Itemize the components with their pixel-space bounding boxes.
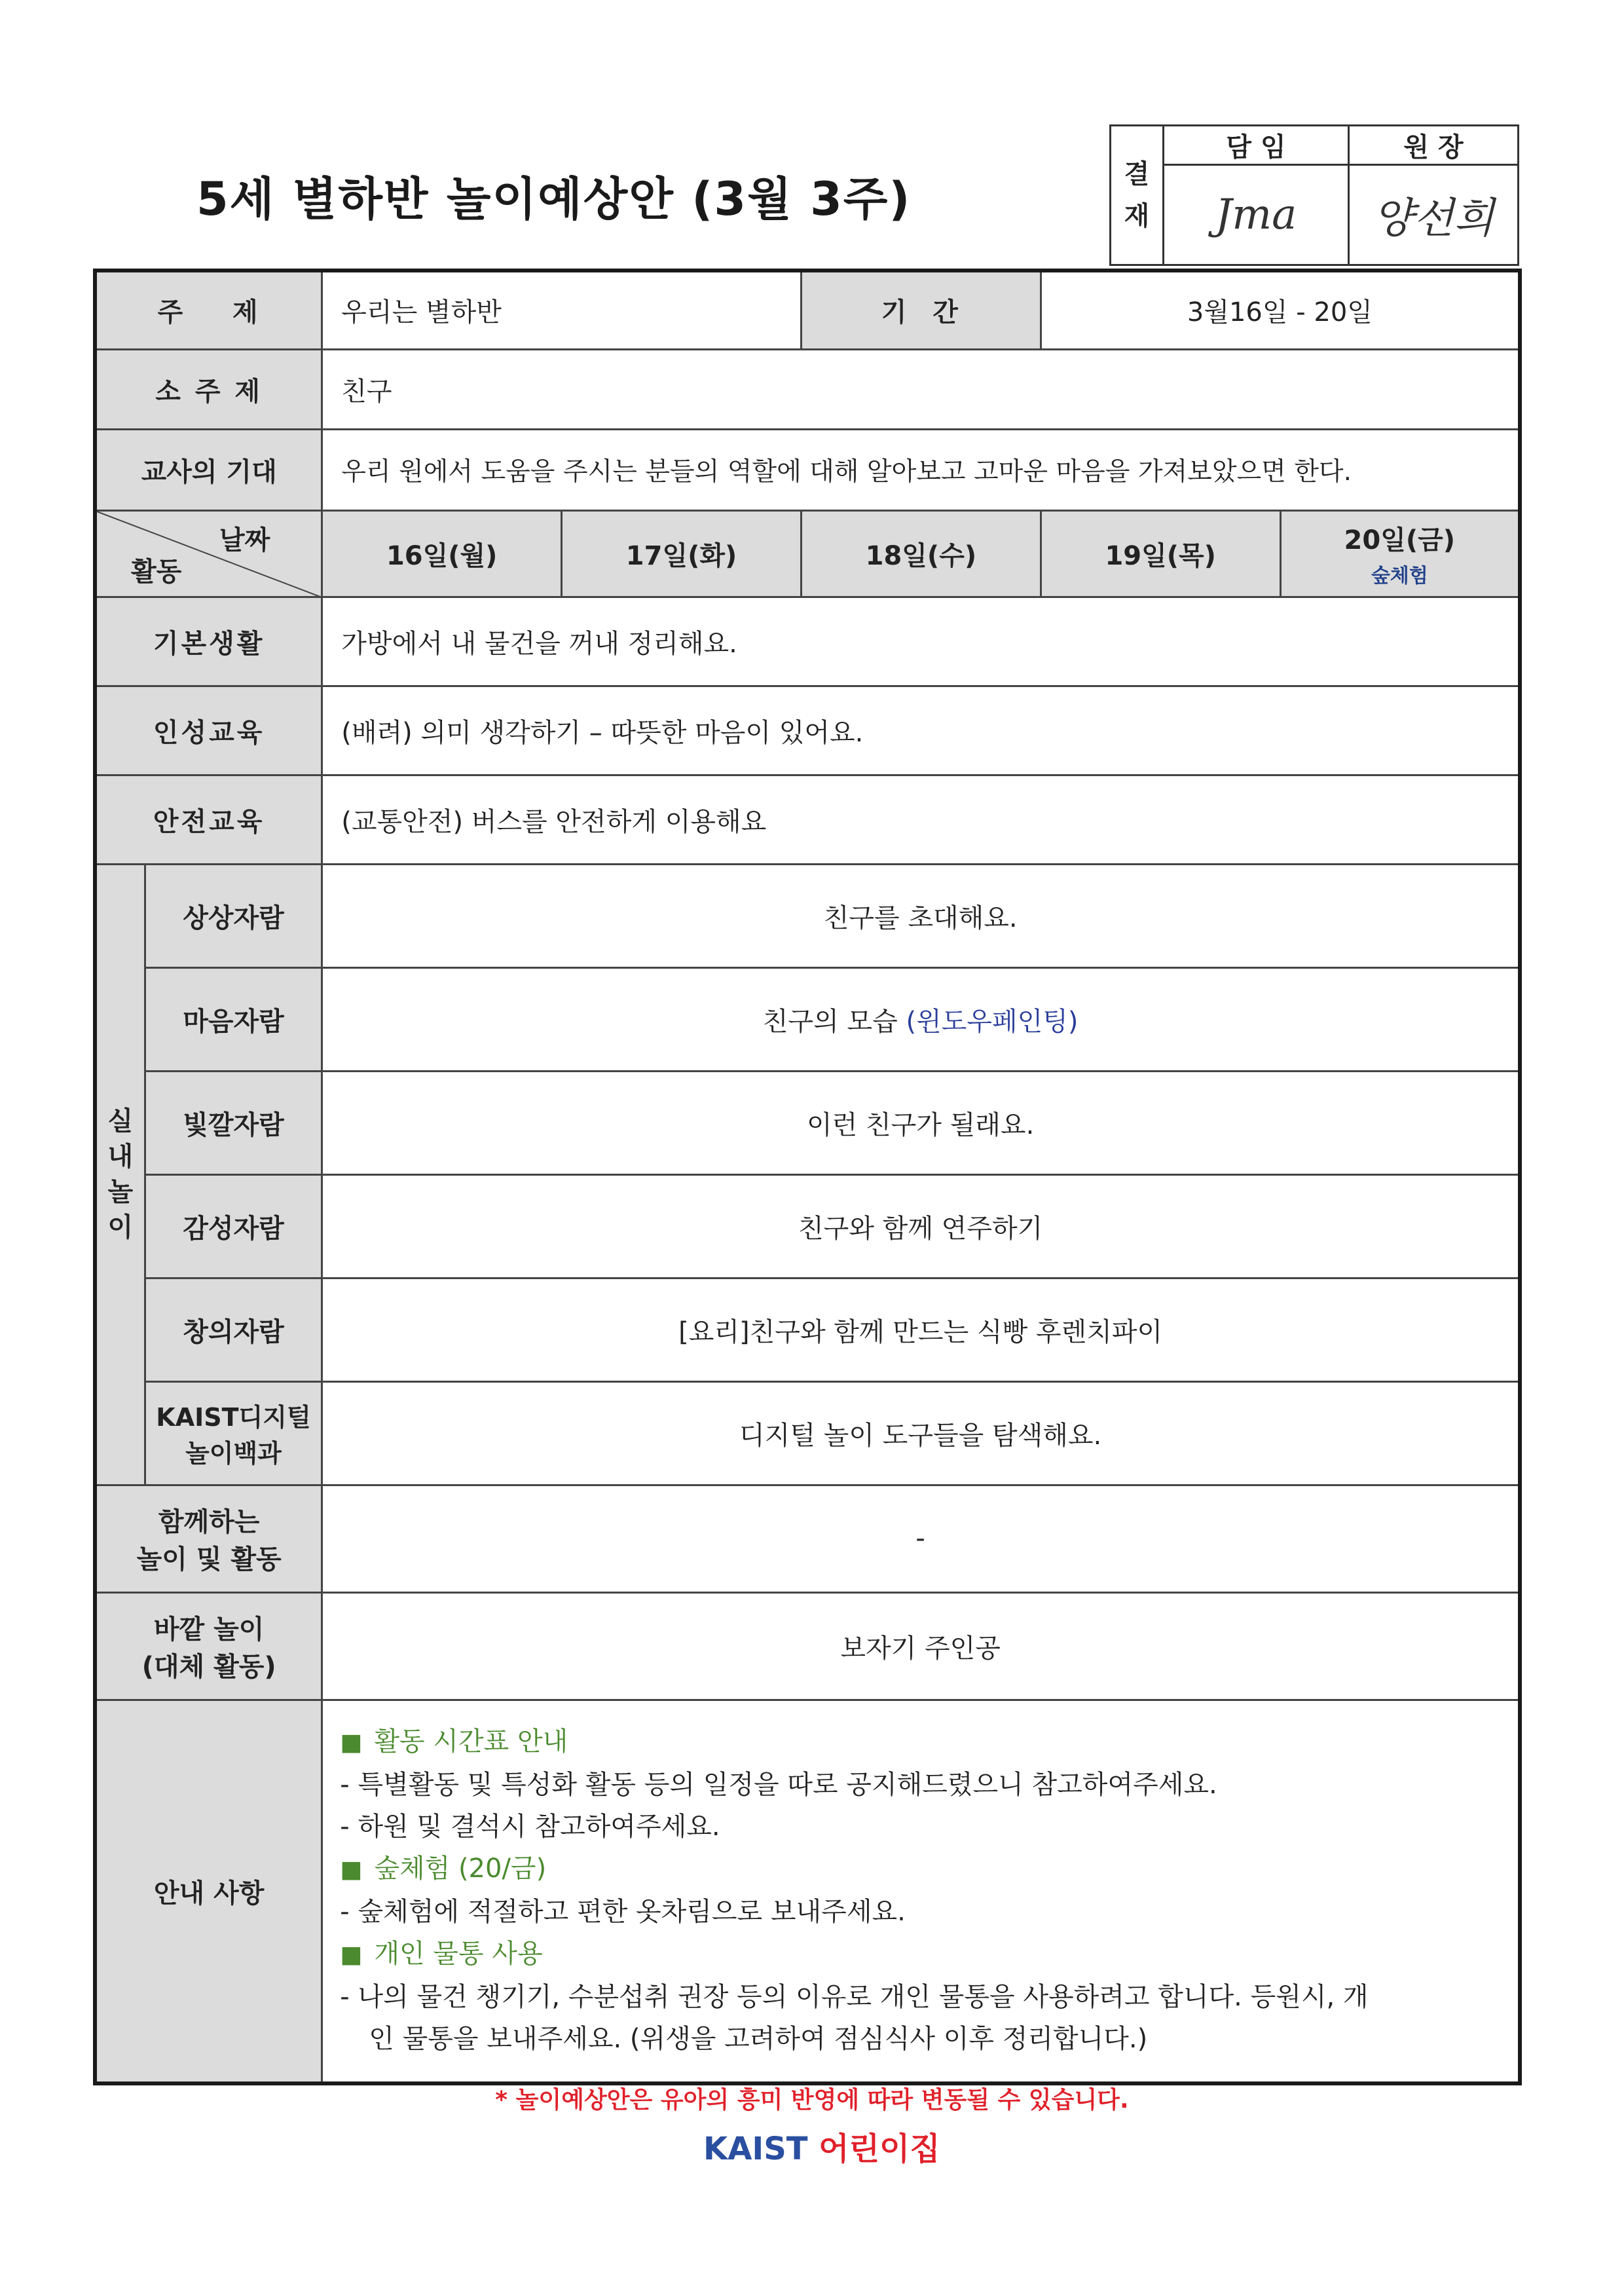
character-education-value: (배려) 의미 생각하기 – 따뜻한 마음이 있어요. xyxy=(322,686,1520,775)
director-signature xyxy=(1349,165,1519,265)
theme-value: 우리는 별하반 xyxy=(322,271,802,349)
kaist-digital-label xyxy=(145,1381,322,1485)
teacher-signature-text: Jma xyxy=(1215,191,1297,239)
safety-education-value: (교통안전) 버스를 안전하게 이용해요 xyxy=(322,775,1520,864)
notice-line: - 나의 물건 챙기기, 수분섭취 권장 등의 이유로 개인 물통을 사용하려고 합니다. 등원시, 개 xyxy=(340,1981,1369,2012)
forest-experience-note: 숲체험 xyxy=(1371,564,1428,588)
day-wednesday: 18일(수) xyxy=(801,510,1041,597)
together-label-1: 함께하는 xyxy=(158,1507,260,1537)
day-monday: 16일(월) xyxy=(322,510,562,597)
logo-kindergarten: 어린이집 xyxy=(819,2131,940,2167)
teacher-signature xyxy=(1164,165,1349,265)
notice-line: 인 물통을 보내주세요. (위생을 고려하여 점심식사 이후 정리합니다.) xyxy=(369,2023,1148,2054)
indoor-item-label: 창의자람 xyxy=(145,1278,322,1381)
bullet-square-icon: ■ xyxy=(340,1856,363,1883)
teacher-expectation-value: 우리 원에서 도움을 주시는 분들의 역할에 대해 알아보고 고마운 마음을 가져보았으면 한다. xyxy=(322,429,1520,510)
day-friday-label: 20일(금) xyxy=(1344,525,1456,555)
kaist-digital-text: 디지털 놀이 도구들을 탐색해요. xyxy=(322,1381,1520,1485)
outdoor-value: 보자기 주인공 xyxy=(322,1592,1520,1700)
period-value: 3월16일 - 20일 xyxy=(1041,271,1520,349)
notice-line: - 숲체험에 적절하고 편한 옷차림으로 보내주세요. xyxy=(340,1896,906,1927)
indoor-item-label: 상상자람 xyxy=(145,864,322,967)
date-activity-header xyxy=(95,510,322,597)
day-tuesday: 17일(화) xyxy=(562,510,802,597)
kaist-kindergarten-logo xyxy=(703,2123,940,2169)
outdoor-label-2: (대체 활동) xyxy=(141,1652,276,1682)
together-label-2: 놀이 및 활동 xyxy=(136,1544,282,1575)
bullet-square-icon: ■ xyxy=(340,1941,363,1968)
bullet-square-icon: ■ xyxy=(340,1728,363,1756)
indoor-item-text: 친구와 함께 연주하기 xyxy=(322,1174,1520,1278)
notice-line: - 특별활동 및 특성화 활동 등의 일정을 따로 공지해드렸으니 참고하여주세요. xyxy=(340,1769,1217,1800)
approval-label-top: 결 xyxy=(1124,159,1150,189)
approval-box xyxy=(1109,124,1519,266)
notice-heading-schedule: ■ 활동 시간표 안내 xyxy=(340,1726,568,1757)
footnote: * 놀이예상안은 유아의 흥미 반영에 따라 변동될 수 있습니다. xyxy=(495,2087,1129,2114)
indoor-item-text: 이런 친구가 될래요. xyxy=(322,1071,1520,1174)
approval-label xyxy=(1111,126,1164,265)
character-education-label: 인성교육 xyxy=(95,686,322,775)
indoor-item-text: [요리]친구와 함께 만드는 식빵 후렌치파이 xyxy=(322,1278,1520,1381)
logo-kaist: KAIST xyxy=(703,2131,819,2167)
indoor-item-label: 빛깔자람 xyxy=(145,1071,322,1174)
safety-education-label: 안전교육 xyxy=(95,775,322,864)
page-title: 5세 별하반 놀이예상안 (3월 3주) xyxy=(196,172,912,226)
indoor-item-main: 친구의 모습 xyxy=(762,1006,906,1037)
kaist-digital-label-1: KAIST디지털 xyxy=(156,1403,311,1432)
together-value: - xyxy=(322,1485,1520,1592)
indoor-play-group-label xyxy=(95,864,145,1485)
indoor-char-2: 내 xyxy=(107,1142,134,1172)
window-painting-note: (윈도우페인팅) xyxy=(906,1006,1079,1037)
basic-life-value: 가방에서 내 물건을 꺼내 정리해요. xyxy=(322,597,1520,686)
activity-label: 활동 xyxy=(131,556,182,587)
notice-heading-bottle: ■ 개인 물통 사용 xyxy=(340,1938,543,1969)
notice-label: 안내 사항 xyxy=(95,1700,322,2083)
approval-label-bottom: 재 xyxy=(1124,201,1150,231)
indoor-char-4: 이 xyxy=(107,1212,134,1242)
approval-teacher-header: 담 임 xyxy=(1164,126,1349,165)
indoor-item-label: 감성자람 xyxy=(145,1174,322,1278)
subtheme-value: 친구 xyxy=(322,349,1520,429)
indoor-item-text: 친구를 초대해요. xyxy=(322,864,1520,967)
together-label xyxy=(95,1485,322,1592)
theme-label: 주 제 xyxy=(95,271,322,349)
outdoor-label-1: 바깥 놀이 xyxy=(153,1614,265,1645)
day-thursday: 19일(목) xyxy=(1041,510,1280,597)
director-signature-text: 양선희 xyxy=(1373,195,1494,243)
notice-content xyxy=(322,1700,1520,2083)
notice-heading-forest: ■ 숲체험 (20/금) xyxy=(340,1853,547,1884)
plan-table xyxy=(93,269,1522,2085)
day-friday xyxy=(1280,510,1520,597)
outdoor-label xyxy=(95,1592,322,1700)
approval-director-header: 원 장 xyxy=(1349,126,1519,165)
indoor-char-1: 실 xyxy=(107,1106,134,1136)
indoor-item-label: 마음자람 xyxy=(145,967,322,1071)
date-label: 날짜 xyxy=(219,525,270,555)
indoor-char-3: 놀 xyxy=(107,1177,134,1207)
teacher-expectation-label: 교사의 기대 xyxy=(95,429,322,510)
subtheme-label: 소 주 제 xyxy=(95,349,322,429)
basic-life-label: 기본생활 xyxy=(95,597,322,686)
indoor-item-text xyxy=(322,967,1520,1071)
period-label: 기 간 xyxy=(801,271,1041,349)
notice-line: - 하원 및 결석시 참고하여주세요. xyxy=(340,1811,720,1842)
kaist-digital-label-2: 놀이백과 xyxy=(185,1439,282,1468)
